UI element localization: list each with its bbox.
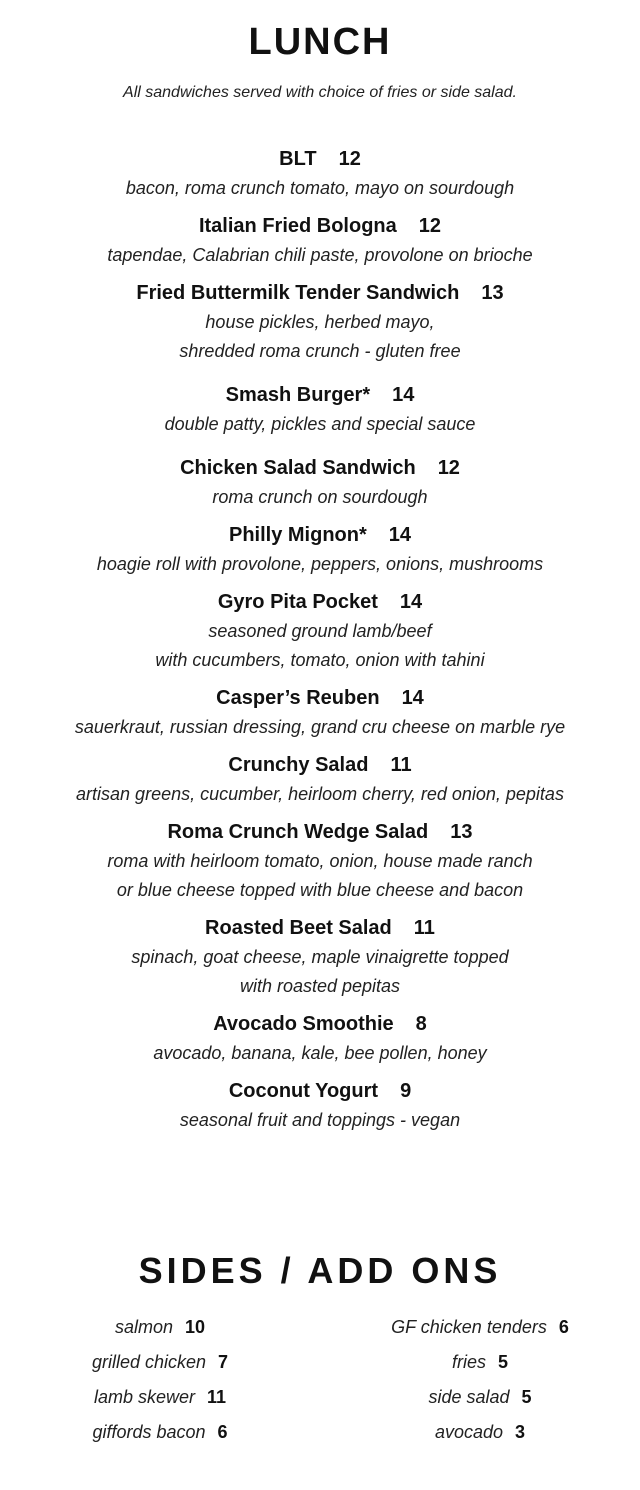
menu-item xyxy=(0,522,640,579)
menu-item-header xyxy=(0,382,640,408)
lunch-items-list xyxy=(0,136,640,1135)
menu-item-description-line: with roasted pepitas xyxy=(239,976,401,996)
menu-item-name: Philly Mignon* xyxy=(228,524,367,546)
side-item-name: giffords bacon xyxy=(92,1422,206,1442)
side-item xyxy=(320,1348,640,1383)
menu-item-description xyxy=(0,241,640,270)
menu-item-description-line: double patty, pickles and special sauce xyxy=(164,414,476,434)
menu-item-name: Avocado Smoothie xyxy=(213,1013,394,1035)
menu-item-name: Italian Fried Bologna xyxy=(198,215,397,237)
menu-item-price: 8 xyxy=(415,1013,427,1035)
side-item-name: GF chicken tenders xyxy=(391,1317,547,1337)
menu-item-price: 13 xyxy=(481,282,504,304)
menu-item-name: Roma Crunch Wedge Salad xyxy=(167,821,429,843)
menu-item-price: 11 xyxy=(413,917,435,939)
menu-item-description-line: shredded roma crunch - gluten free xyxy=(179,341,461,361)
side-item xyxy=(0,1313,320,1348)
menu-item-name: BLT xyxy=(279,148,317,170)
menu-item-description-line: seasonal fruit and toppings - vegan xyxy=(179,1110,461,1130)
menu-item-description-line: or blue cheese topped with blue cheese and bacon xyxy=(116,880,524,900)
menu-item-name: Fried Buttermilk Tender Sandwich xyxy=(136,282,460,304)
side-item xyxy=(320,1313,640,1348)
menu-item xyxy=(0,819,640,905)
sides-title: SIDES / ADD ONS xyxy=(138,1250,502,1291)
menu-item-header xyxy=(0,915,640,941)
side-item-price: 11 xyxy=(207,1387,227,1407)
menu-item xyxy=(0,589,640,675)
menu-item-header xyxy=(0,455,640,481)
menu-item-price: 12 xyxy=(418,215,442,237)
menu-item-description-line: seasoned ground lamb/beef xyxy=(208,621,432,641)
menu-item-description-line: roma crunch on sourdough xyxy=(212,487,428,507)
menu-item-header xyxy=(0,819,640,845)
menu-item-description xyxy=(0,308,640,366)
side-item xyxy=(320,1383,640,1418)
sides-right-column xyxy=(320,1313,640,1453)
menu-item-price: 14 xyxy=(392,384,415,406)
menu-item-description xyxy=(0,410,640,439)
menu-item-header xyxy=(0,1078,640,1104)
menu-item-description xyxy=(0,943,640,1001)
menu-item-description xyxy=(0,1039,640,1068)
menu-item xyxy=(0,685,640,742)
menu-item xyxy=(0,915,640,1001)
side-item xyxy=(320,1418,640,1453)
sides-left-column xyxy=(0,1313,320,1453)
side-item-name: avocado xyxy=(434,1422,504,1442)
side-item-price: 5 xyxy=(521,1387,532,1407)
side-item-name: fries xyxy=(451,1352,486,1372)
menu-item-description-line: with cucumbers, tomato, onion with tahini xyxy=(155,650,485,670)
menu-item-name: Casper’s Reuben xyxy=(216,687,380,709)
menu-item-price: 11 xyxy=(390,754,412,776)
menu-item-header xyxy=(0,146,640,172)
menu-item-price: 9 xyxy=(400,1080,412,1102)
menu-item-header xyxy=(0,522,640,548)
side-item-price: 6 xyxy=(558,1317,569,1337)
menu-item-name: Crunchy Salad xyxy=(228,754,369,776)
side-item-price: 5 xyxy=(498,1352,509,1372)
menu-item-header xyxy=(0,280,640,306)
side-item xyxy=(0,1348,320,1383)
menu-item-description-line: artisan greens, cucumber, heirloom cherry, red onion, pepitas xyxy=(76,784,564,804)
side-item-name: salmon xyxy=(114,1317,173,1337)
menu-item-price: 13 xyxy=(450,821,473,843)
menu-item xyxy=(0,213,640,270)
menu-item-price: 14 xyxy=(388,524,412,546)
menu-item-description xyxy=(0,847,640,905)
menu-item-description xyxy=(0,780,640,809)
side-item-price: 6 xyxy=(217,1422,228,1442)
side-item xyxy=(0,1418,320,1453)
menu-item-description-line: spinach, goat cheese, maple vinaigrette topped xyxy=(131,947,509,967)
menu-item xyxy=(0,1011,640,1068)
menu-item-description-line: roma with heirloom tomato, onion, house made ranch xyxy=(107,851,533,871)
side-item xyxy=(0,1383,320,1418)
side-item-price: 10 xyxy=(185,1317,206,1337)
menu-item-header xyxy=(0,589,640,615)
menu-item xyxy=(0,752,640,809)
menu-item-description-line: bacon, roma crunch tomato, mayo on sourdough xyxy=(125,178,515,198)
menu-item-description xyxy=(0,483,640,512)
side-item-price: 3 xyxy=(515,1422,526,1442)
side-item-name: side salad xyxy=(428,1387,510,1407)
menu-item-name: Smash Burger* xyxy=(225,384,371,406)
menu-item-price: 14 xyxy=(399,591,423,613)
menu-item-header xyxy=(0,685,640,711)
menu-item xyxy=(0,280,640,366)
menu-item-price: 12 xyxy=(437,457,460,479)
menu-item-description xyxy=(0,174,640,203)
side-item-price: 7 xyxy=(218,1352,229,1372)
menu-item xyxy=(0,382,640,439)
page-subtitle: All sandwiches served with choice of fries or side salad. xyxy=(123,84,517,101)
menu-item-description xyxy=(0,550,640,579)
menu-item-description-line: avocado, banana, kale, bee pollen, honey xyxy=(153,1043,487,1063)
menu-item-name: Chicken Salad Sandwich xyxy=(180,457,416,479)
menu-item-price: 12 xyxy=(338,148,361,170)
side-item-name: lamb skewer xyxy=(93,1387,195,1407)
menu-item-header xyxy=(0,1011,640,1037)
menu-item-description xyxy=(0,617,640,675)
menu-item-name: Roasted Beet Salad xyxy=(205,917,392,939)
menu-item-header xyxy=(0,213,640,239)
menu-item xyxy=(0,455,640,512)
menu-item xyxy=(0,146,640,203)
menu-item-description-line: house pickles, herbed mayo, xyxy=(205,312,435,332)
menu-item-header xyxy=(0,752,640,778)
menu-item-description xyxy=(0,1106,640,1135)
page-title: LUNCH xyxy=(248,21,392,63)
menu-item-description xyxy=(0,713,640,742)
side-item-name: grilled chicken xyxy=(91,1352,207,1372)
menu-item-description-line: hoagie roll with provolone, peppers, onions, mushrooms xyxy=(96,554,544,574)
menu-item-price: 14 xyxy=(401,687,424,709)
menu-item-name: Gyro Pita Pocket xyxy=(217,591,378,613)
menu-item-description-line: tapendae, Calabrian chili paste, provolone on brioche xyxy=(107,245,533,265)
menu-item-description-line: sauerkraut, russian dressing, grand cru cheese on marble rye xyxy=(74,717,566,737)
menu-item-name: Coconut Yogurt xyxy=(228,1080,379,1102)
menu-item xyxy=(0,1078,640,1135)
